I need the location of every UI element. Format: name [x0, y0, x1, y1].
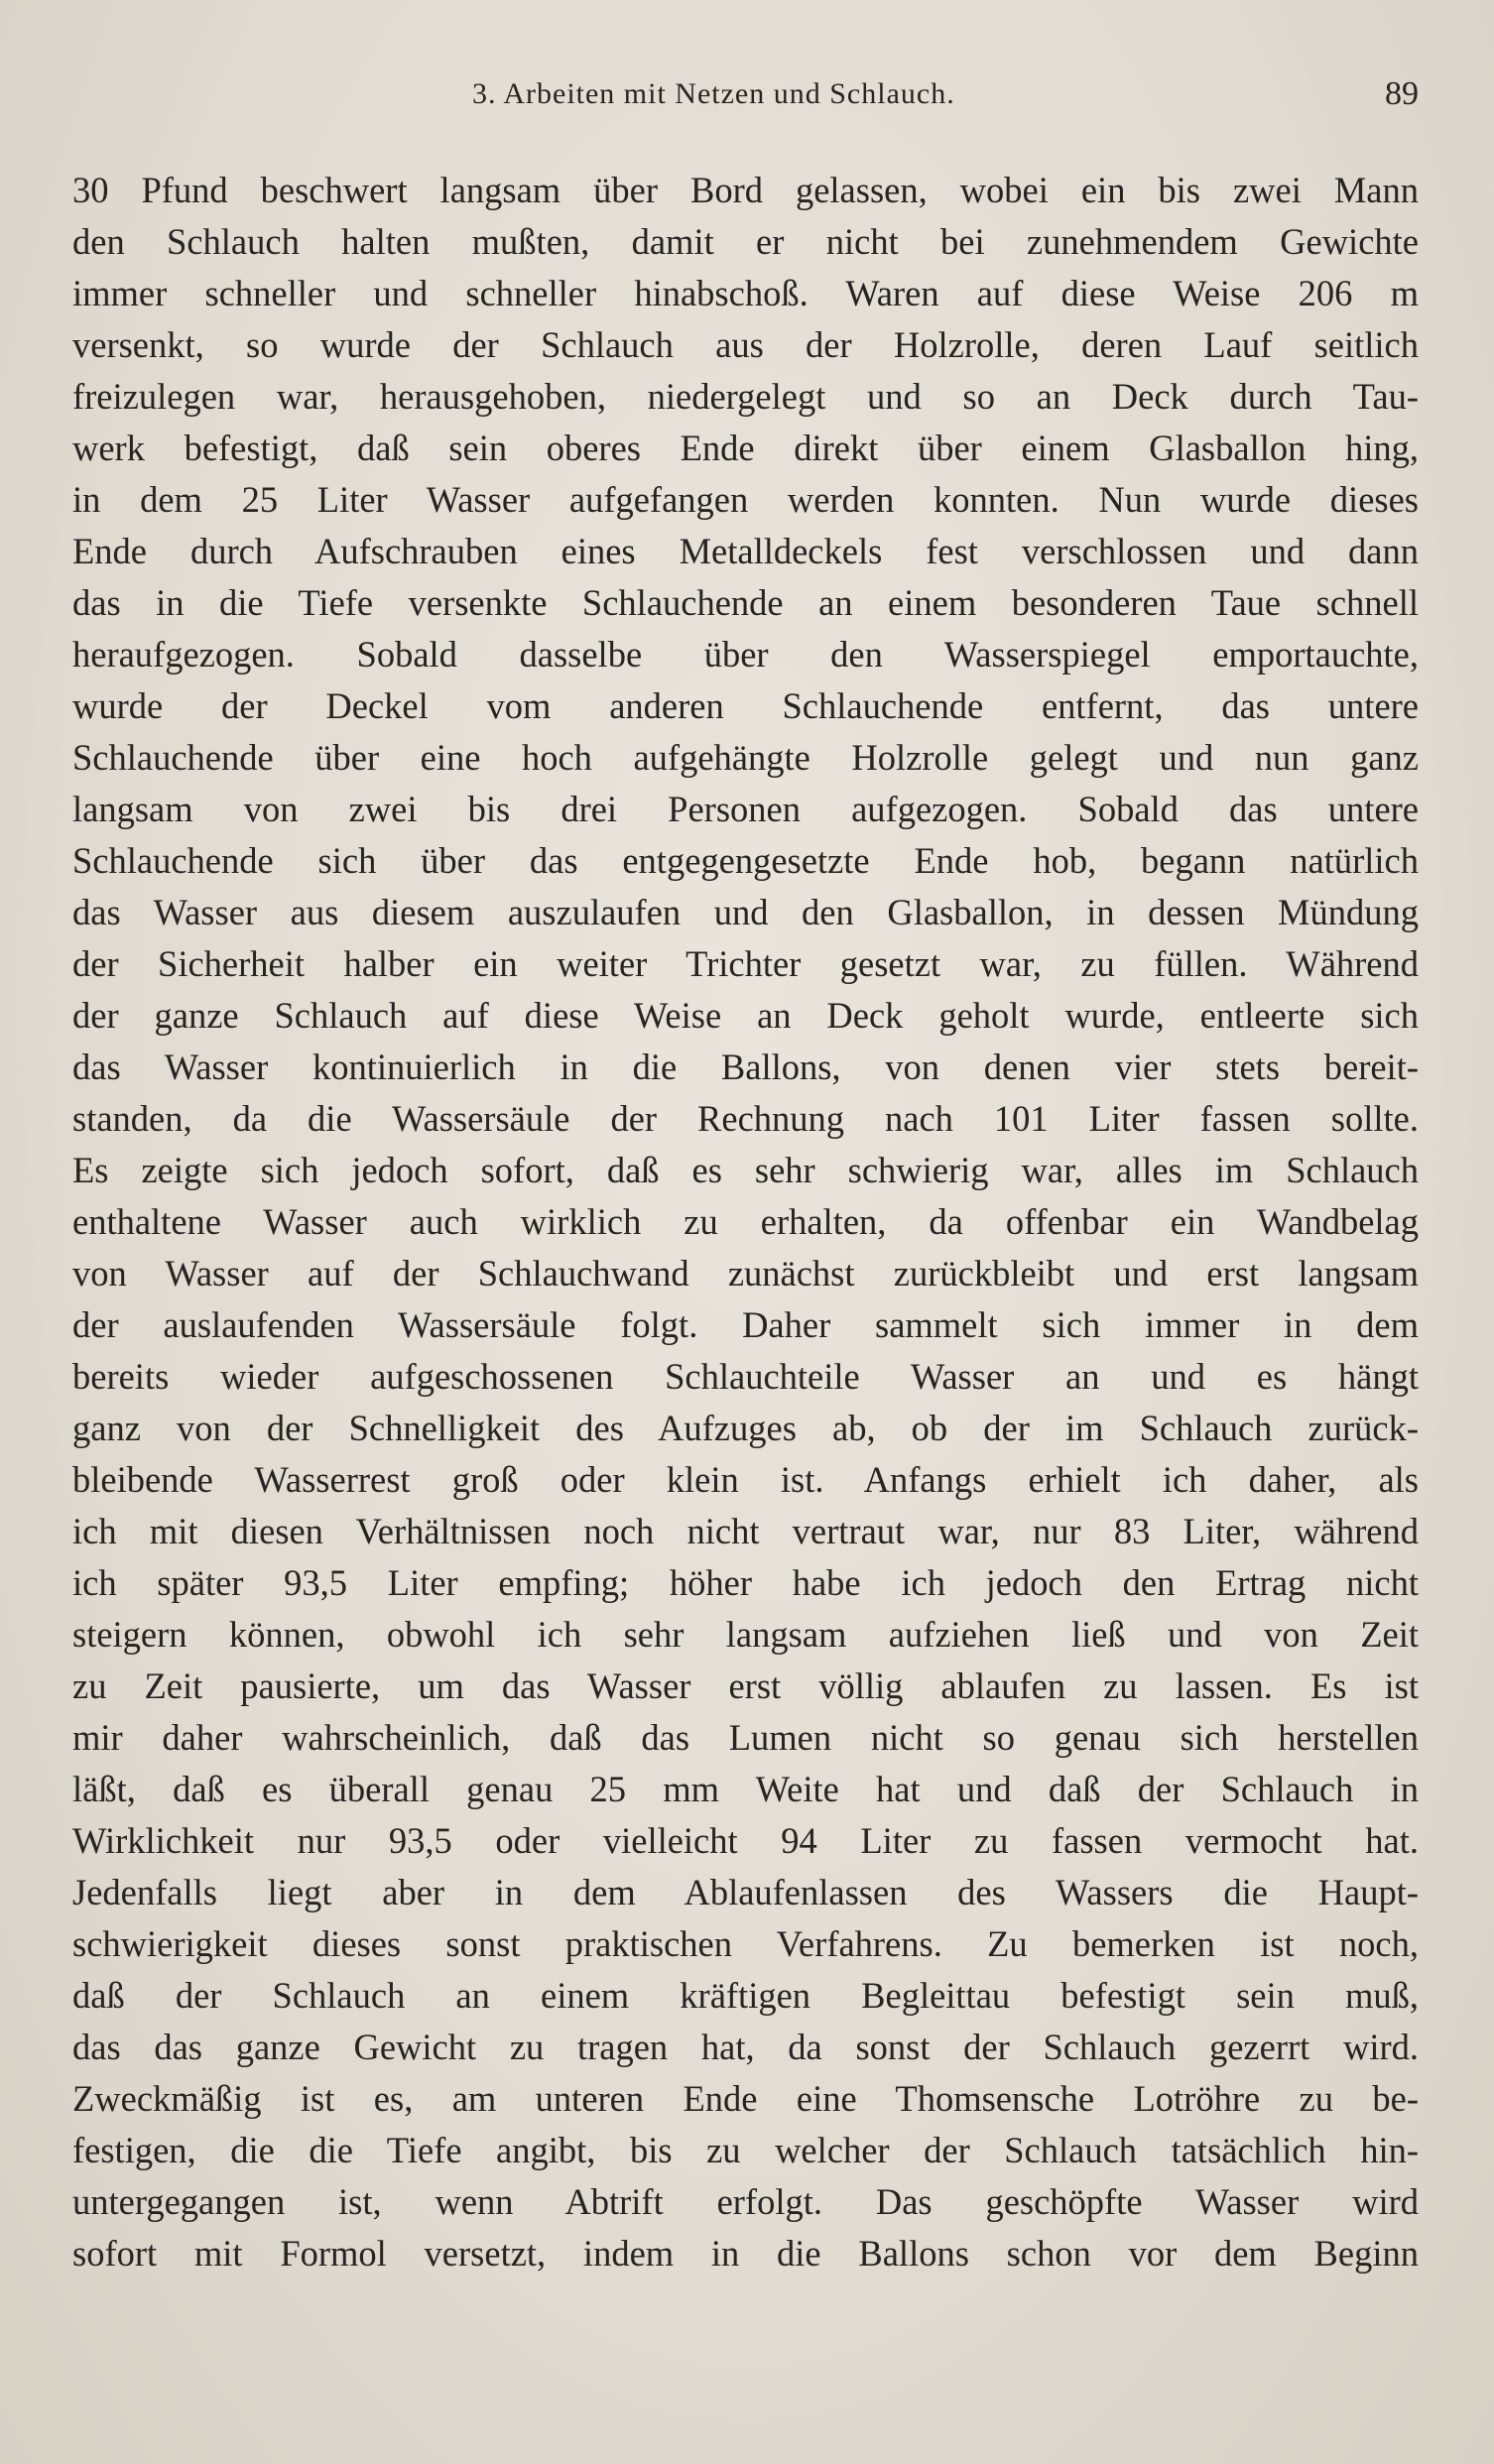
text-line: ich mit diesen Verhältnissen noch nicht vertraut war, nur 83 Liter, während	[72, 1511, 1419, 1551]
text-line: das das ganze Gewicht zu tragen hat, da sonst der Schlauch gezerrt wird.	[72, 2027, 1419, 2067]
text-line: den Schlauch halten mußten, damit er nicht bei zunehmendem Gewichte	[72, 221, 1419, 262]
text-line: heraufgezogen. Sobald dasselbe über den Wasserspiegel emportauchte,	[72, 634, 1419, 675]
text-line: langsam von zwei bis drei Personen aufgezogen. Sobald das untere	[72, 789, 1419, 829]
text-line: 30 Pfund beschwert langsam über Bord gelassen, wobei ein bis zwei Mann	[72, 170, 1419, 210]
text-line: bereits wieder aufgeschossenen Schlauchteile Wasser an und es hängt	[72, 1356, 1419, 1397]
text-line: das Wasser aus diesem auszulaufen und den Glasballon, in dessen Mündung	[72, 892, 1419, 932]
text-line: das in die Tiefe versenkte Schlauchende an einem besonderen Taue schnell	[72, 582, 1419, 623]
text-line: mir daher wahrscheinlich, daß das Lumen nicht so genau sich herstellen	[72, 1717, 1419, 1758]
text-line: schwierigkeit dieses sonst praktischen Verfahrens. Zu bemerken ist noch,	[72, 1923, 1419, 1964]
text-line: ganz von der Schnelligkeit des Aufzuges ab, ob der im Schlauch zurück-	[72, 1408, 1419, 1448]
text-line: immer schneller und schneller hinabschoß. Waren auf diese Weise 206 m	[72, 273, 1419, 313]
text-line: enthaltene Wasser auch wirklich zu erhalten, da offenbar ein Wandbelag	[72, 1201, 1419, 1242]
text-line: Ende durch Aufschrauben eines Metalldeckels fest verschlossen und dann	[72, 531, 1419, 571]
text-line: Es zeigte sich jedoch sofort, daß es sehr schwierig war, alles im Schlauch	[72, 1150, 1419, 1190]
running-header	[0, 69, 1494, 119]
text-line: festigen, die die Tiefe angibt, bis zu welcher der Schlauch tatsächlich hin-	[72, 2130, 1419, 2170]
text-line: standen, da die Wassersäule der Rechnung nach 101 Liter fassen sollte.	[72, 1098, 1419, 1139]
text-line: werk befestigt, daß sein oberes Ende direkt über einem Glasballon hing,	[72, 428, 1419, 468]
text-line: der Sicherheit halber ein weiter Trichter gesetzt war, zu füllen. Während	[72, 943, 1419, 984]
text-line: von Wasser auf der Schlauchwand zunächst zurückbleibt und erst langsam	[72, 1253, 1419, 1294]
text-line: läßt, daß es überall genau 25 mm Weite hat und daß der Schlauch in	[72, 1769, 1419, 1809]
page-number: 89	[1385, 75, 1419, 112]
text-line: freizulegen war, herausgehoben, niedergelegt und so an Deck durch Tau-	[72, 376, 1419, 417]
text-line: Schlauchende sich über das entgegengesetzte Ende hob, begann natürlich	[72, 840, 1419, 881]
body-text	[72, 165, 1419, 2279]
text-line: sofort mit Formol versetzt, indem in die Ballons schon vor dem Beginn	[72, 2233, 1419, 2274]
text-line: bleibende Wasserrest groß oder klein ist. Anfangs erhielt ich daher, als	[72, 1459, 1419, 1500]
text-line: der auslaufenden Wassersäule folgt. Daher sammelt sich immer in dem	[72, 1304, 1419, 1345]
text-line: zu Zeit pausierte, um das Wasser erst völlig ablaufen zu lassen. Es ist	[72, 1665, 1419, 1706]
text-line: ich später 93,5 Liter empfing; höher habe ich jedoch den Ertrag nicht	[72, 1562, 1419, 1603]
text-line: Zweckmäßig ist es, am unteren Ende eine Thomsensche Lotröhre zu be-	[72, 2078, 1419, 2119]
text-line: Schlauchende über eine hoch aufgehängte Holzrolle gelegt und nun ganz	[72, 737, 1419, 778]
text-line: der ganze Schlauch auf diese Weise an Deck geholt wurde, entleerte sich	[72, 995, 1419, 1036]
text-line: wurde der Deckel vom anderen Schlauchende entfernt, das untere	[72, 685, 1419, 726]
text-line: Jedenfalls liegt aber in dem Ablaufenlassen des Wassers die Haupt-	[72, 1872, 1419, 1912]
text-line: daß der Schlauch an einem kräftigen Begleittau befestigt sein muß,	[72, 1975, 1419, 2016]
text-line: versenkt, so wurde der Schlauch aus der Holzrolle, deren Lauf seitlich	[72, 324, 1419, 365]
text-line: das Wasser kontinuierlich in die Ballons, von denen vier stets bereit-	[72, 1047, 1419, 1087]
text-line: Wirklichkeit nur 93,5 oder vielleicht 94 Liter zu fassen vermocht hat.	[72, 1820, 1419, 1861]
text-line: untergegangen ist, wenn Abtrift erfolgt. Das geschöpfte Wasser wird	[72, 2181, 1419, 2222]
chapter-heading: 3. Arbeiten mit Netzen und Schlauch.	[472, 77, 955, 110]
text-line: in dem 25 Liter Wasser aufgefangen werden konnten. Nun wurde dieses	[72, 479, 1419, 520]
text-line: steigern können, obwohl ich sehr langsam aufziehen ließ und von Zeit	[72, 1614, 1419, 1655]
